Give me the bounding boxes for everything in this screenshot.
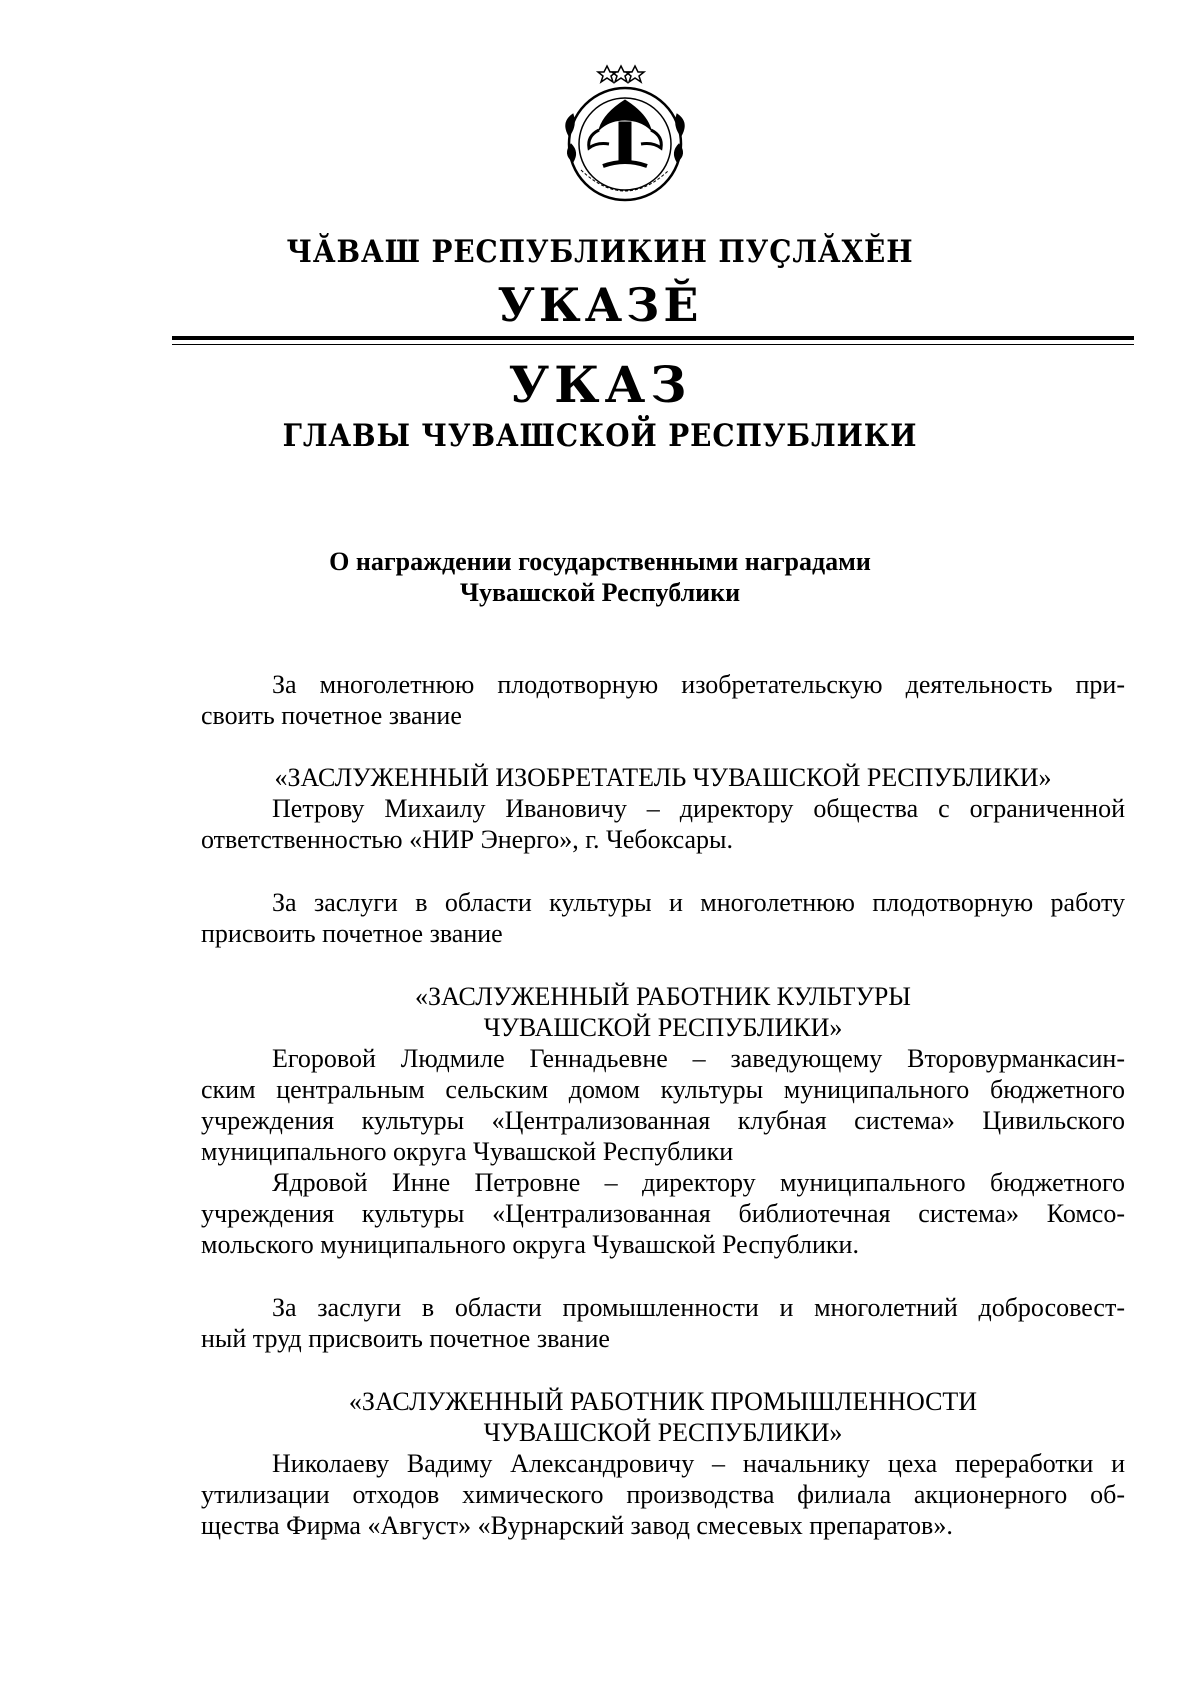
body-line: ответственностью «НИР Энерго», г. Чебоксары. — [201, 825, 733, 854]
body-line: За многолетнюю плодотворную изобретательскую деятельность при- — [272, 670, 1125, 699]
emblem-icon — [555, 58, 695, 206]
body-line: Николаеву Вадиму Александровичу – начальнику цеха переработки и — [272, 1449, 1125, 1478]
russian-head-title: ГЛАВЫ ЧУВАШСКОЙ РЕСПУБЛИКИ — [282, 418, 918, 454]
title-line: ЧУВАШСКОЙ РЕСПУБЛИКИ» — [483, 1013, 843, 1042]
body-line: учреждения культуры «Централизованная библиотечная система» Комсо- — [201, 1199, 1125, 1228]
body-line: щества Фирма «Август» «Вурнарский завод смесевых препаратов». — [201, 1511, 953, 1540]
body-line: учреждения культуры «Централизованная клубная система» Цивильского — [201, 1106, 1125, 1135]
body-line: Егоровой Людмиле Геннадьевне – заведующему Второвурманкасин- — [272, 1044, 1125, 1073]
title-line: «ЗАСЛУЖЕННЫЙ ИЗОБРЕТАТЕЛЬ ЧУВАШСКОЙ РЕСПУБЛИКИ» — [274, 763, 1052, 792]
body-line: Петрову Михаилу Ивановичу – директору общества с ограниченной — [272, 794, 1125, 823]
body-line: За заслуги в области культуры и многолетнюю плодотворную работу — [272, 888, 1125, 917]
title-line: «ЗАСЛУЖЕННЫЙ РАБОТНИК КУЛЬТУРЫ — [415, 982, 911, 1011]
title-line: «ЗАСЛУЖЕННЫЙ РАБОТНИК ПРОМЫШЛЕННОСТИ — [348, 1387, 978, 1416]
body-line: мольского муниципального округа Чувашской Республики. — [201, 1230, 859, 1259]
body-line: муниципального округа Чувашской Республики — [201, 1137, 734, 1166]
chuvash-head-title: ЧӐВАШ РЕСПУБЛИКИН ПУҪЛӐХӖН — [286, 234, 914, 270]
title-line: ЧУВАШСКОЙ РЕСПУБЛИКИ» — [483, 1418, 843, 1447]
header-rule-thin — [172, 344, 1134, 345]
body-line: утилизации отходов химического производства филиала акционерного об- — [201, 1480, 1125, 1509]
body-line: Ядровой Инне Петровне – директору муниципального бюджетного — [272, 1168, 1125, 1197]
decree-subject-line: О награждении государственными наградами — [329, 547, 871, 576]
russian-decree-word: УКАЗ — [508, 355, 692, 414]
decree-subject-line: Чувашской Республики — [459, 578, 741, 607]
chuvash-decree-word: УКАЗӖ — [497, 278, 703, 332]
body-line: ским центральным сельским домом культуры муниципального бюджетного — [201, 1075, 1125, 1104]
body-line: присвоить почетное звание — [201, 919, 503, 948]
body-line: За заслуги в области промышленности и многолетний добросовест- — [272, 1293, 1125, 1322]
body-line: ный труд присвоить почетное звание — [201, 1324, 610, 1353]
header-rule-thick — [172, 336, 1134, 340]
body-line: своить почетное звание — [201, 701, 462, 730]
